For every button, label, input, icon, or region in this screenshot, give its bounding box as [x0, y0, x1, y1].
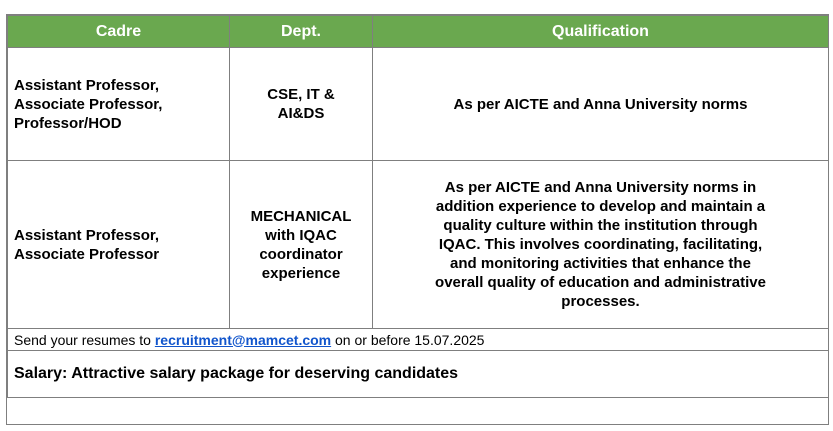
table-row [8, 161, 829, 329]
qualification-line: As per AICTE and Anna University norms [453, 95, 748, 113]
send-prefix: Send your resumes to [14, 331, 155, 348]
qualification-line: processes. [561, 293, 640, 310]
salary-row [8, 351, 829, 398]
dept-cell [230, 48, 373, 161]
dept-cell [230, 161, 373, 329]
dept-line: with IQAC [265, 226, 337, 244]
header-dept: Dept. [230, 16, 373, 48]
dept-line: experience [261, 264, 341, 282]
send-resume-text [8, 329, 829, 351]
dept-line: CSE, IT & [267, 86, 335, 103]
table-header-row [8, 16, 829, 48]
dept-line: AI&DS [277, 105, 325, 122]
qualification-line: IQAC. This involves coordinating, facilitating, [438, 236, 763, 253]
cadre-line: Associate Professor, [14, 95, 163, 113]
cadre-line: Associate Professor [14, 245, 160, 263]
send-suffix: on or before 15.07.2025 [331, 331, 485, 348]
cadre-line: Assistant Professor, [14, 76, 160, 94]
salary-text: Salary: Attractive salary package for deserving candidates [8, 351, 829, 398]
jobs-table [7, 15, 829, 398]
qualification-cell [373, 48, 829, 161]
email-link[interactable]: recruitment@mamcet.com [154, 331, 332, 348]
qualification-line: and monitoring activities that enhance the [450, 255, 751, 272]
qualification-line: quality culture within the institution through [443, 217, 758, 234]
recruitment-notice [6, 14, 829, 425]
qualification-line: As per AICTE and Anna University norms in [444, 179, 757, 196]
header-cadre: Cadre [8, 16, 230, 48]
qualification-line: overall quality of education and administrative [435, 274, 766, 291]
header-qualification: Qualification [373, 16, 829, 48]
cadre-cell [8, 48, 230, 161]
qualification-line: addition experience to develop and maintain a [435, 198, 766, 215]
cadre-cell [8, 161, 230, 329]
cadre-line: Assistant Professor, [14, 226, 160, 244]
cadre-line: Professor/HOD [14, 114, 122, 132]
qualification-cell [373, 161, 829, 329]
dept-line: coordinator [259, 245, 343, 263]
dept-line: MECHANICAL [250, 207, 352, 225]
send-resume-row [8, 329, 829, 351]
table-row [8, 48, 829, 161]
